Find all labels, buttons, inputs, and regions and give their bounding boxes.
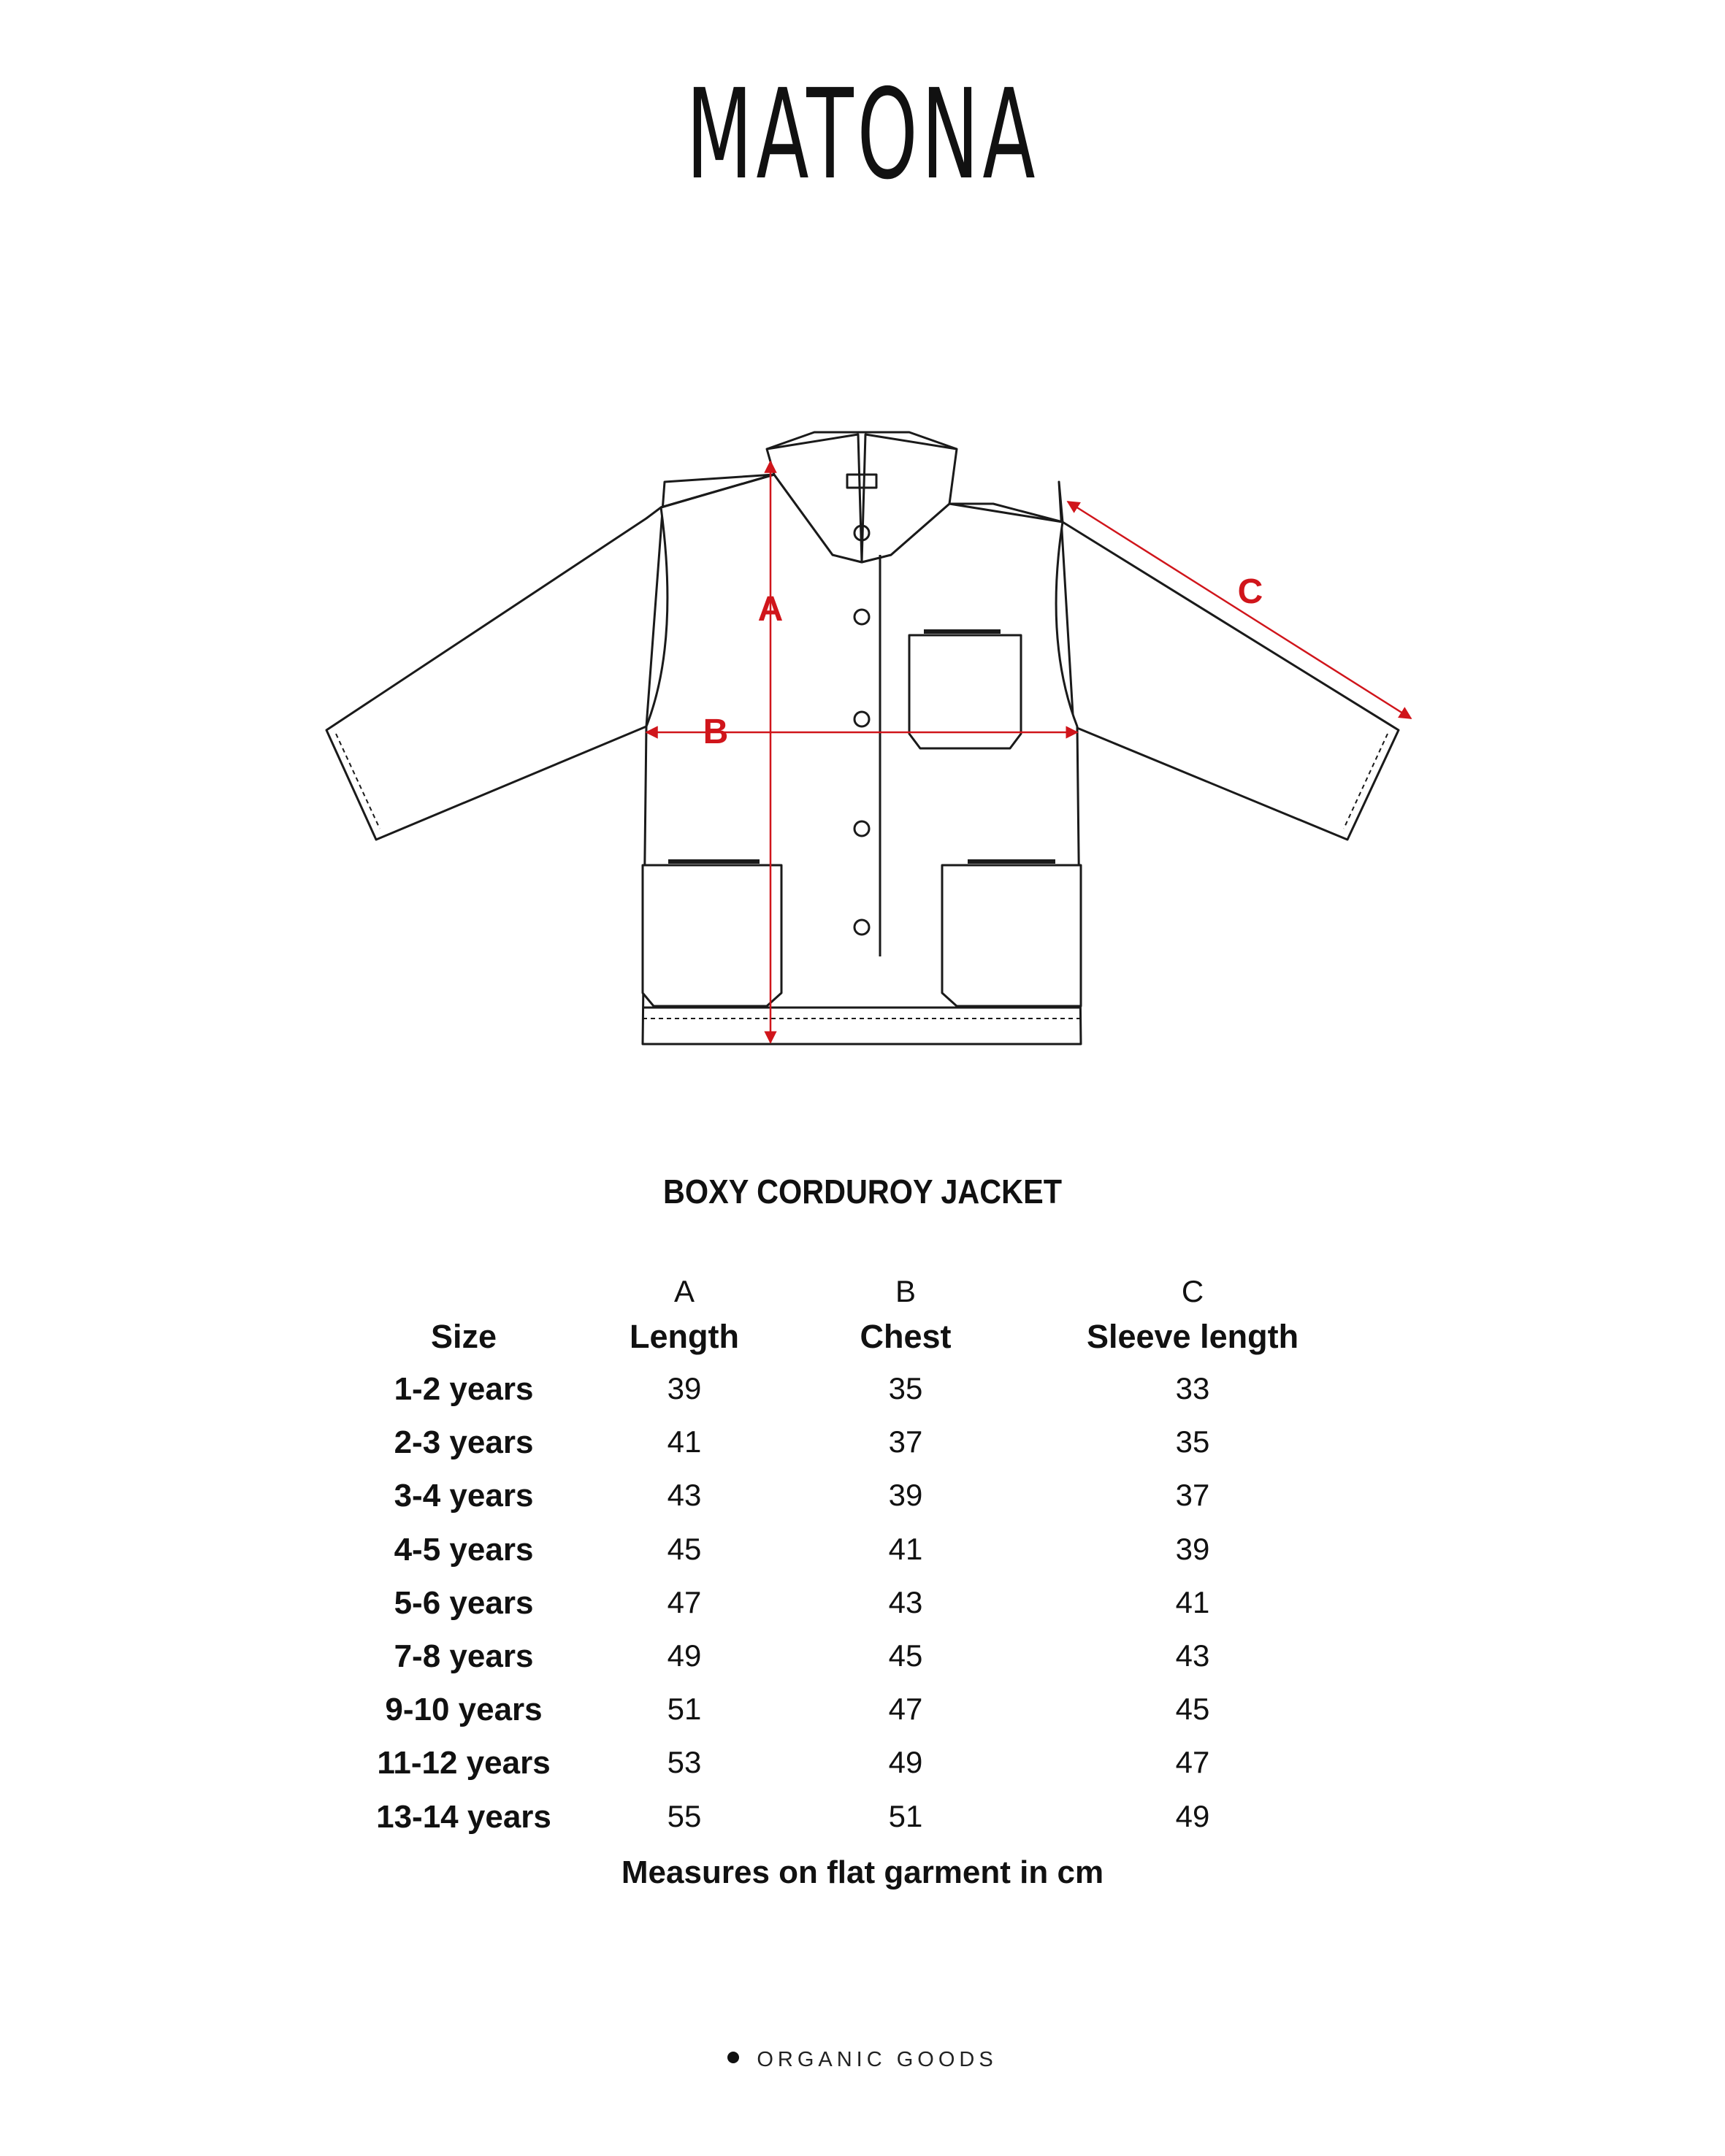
size-cell: 2-3 years	[394, 1424, 534, 1461]
chest-cell: 37	[888, 1424, 923, 1459]
size-cell: 11-12 years	[377, 1745, 551, 1781]
column-letter-a: A	[673, 1274, 695, 1308]
table-header-row	[0, 1318, 1725, 1370]
sleeve-length-cell: 35	[1175, 1424, 1210, 1459]
bullet-icon	[727, 2052, 739, 2063]
size-cell: 4-5 years	[394, 1531, 534, 1568]
size-cell: 5-6 years	[394, 1584, 534, 1621]
chest-cell: 41	[888, 1531, 923, 1566]
tagline-text: ORGANIC GOODS	[757, 2048, 998, 2071]
length-cell: 51	[667, 1692, 702, 1727]
chest-cell: 47	[888, 1692, 923, 1727]
chest-cell: 51	[888, 1798, 923, 1833]
length-cell: 55	[667, 1798, 702, 1833]
sleeve-length-cell: 33	[1175, 1371, 1210, 1405]
table-row	[0, 1692, 1725, 1744]
table-row	[0, 1638, 1725, 1691]
table-row	[0, 1799, 1725, 1852]
length-cell: 49	[667, 1638, 702, 1673]
table-row	[0, 1478, 1725, 1530]
jacket-outline	[326, 432, 1399, 1044]
sleeve-length-cell: 41	[1175, 1584, 1210, 1619]
table-row	[0, 1745, 1725, 1798]
chest-cell: 45	[888, 1638, 923, 1673]
tagline	[0, 2048, 1725, 2072]
sleeve-length-cell: 45	[1175, 1692, 1210, 1727]
header-size: Size	[430, 1318, 497, 1355]
size-cell: 3-4 years	[394, 1478, 534, 1514]
length-cell: 47	[667, 1584, 702, 1619]
length-cell: 53	[667, 1745, 702, 1780]
header-length: Length	[630, 1318, 739, 1355]
size-cell: 9-10 years	[385, 1692, 543, 1728]
table-row	[0, 1424, 1725, 1477]
table-row	[0, 1532, 1725, 1584]
sleeve-length-cell: 43	[1175, 1638, 1210, 1673]
length-cell: 45	[667, 1531, 702, 1566]
chest-cell: 43	[888, 1584, 923, 1619]
sleeve-length-cell: 49	[1175, 1798, 1210, 1833]
table-row	[0, 1585, 1725, 1638]
length-cell: 39	[667, 1371, 702, 1405]
measure-b-label: B	[703, 713, 729, 751]
chest-cell: 49	[888, 1745, 923, 1780]
brand-logo: MATONA	[686, 63, 1039, 207]
length-cell: 41	[667, 1424, 702, 1459]
sleeve-length-cell: 39	[1175, 1531, 1210, 1566]
column-letter-c: C	[1181, 1274, 1204, 1308]
size-cell: 13-14 years	[376, 1798, 551, 1835]
table-row	[0, 1371, 1725, 1424]
measure-c-label: C	[1237, 572, 1263, 611]
sleeve-length-cell: 47	[1175, 1745, 1210, 1780]
column-letter-b: B	[895, 1274, 917, 1308]
product-title: BOXY CORDUROY JACKET	[663, 1173, 1062, 1211]
length-cell: 43	[667, 1478, 702, 1513]
measure-a-label: A	[757, 590, 784, 629]
header-chest: Chest	[860, 1318, 952, 1355]
jacket-diagram	[307, 420, 1446, 1062]
chest-cell: 39	[888, 1478, 923, 1513]
measurement-footnote: Measures on flat garment in cm	[621, 1854, 1104, 1890]
sleeve-length-cell: 37	[1175, 1478, 1210, 1513]
header-sleeve-length: Sleeve length	[1086, 1318, 1299, 1355]
size-cell: 7-8 years	[394, 1638, 534, 1674]
size-cell: 1-2 years	[394, 1371, 534, 1407]
chest-cell: 35	[888, 1371, 923, 1405]
